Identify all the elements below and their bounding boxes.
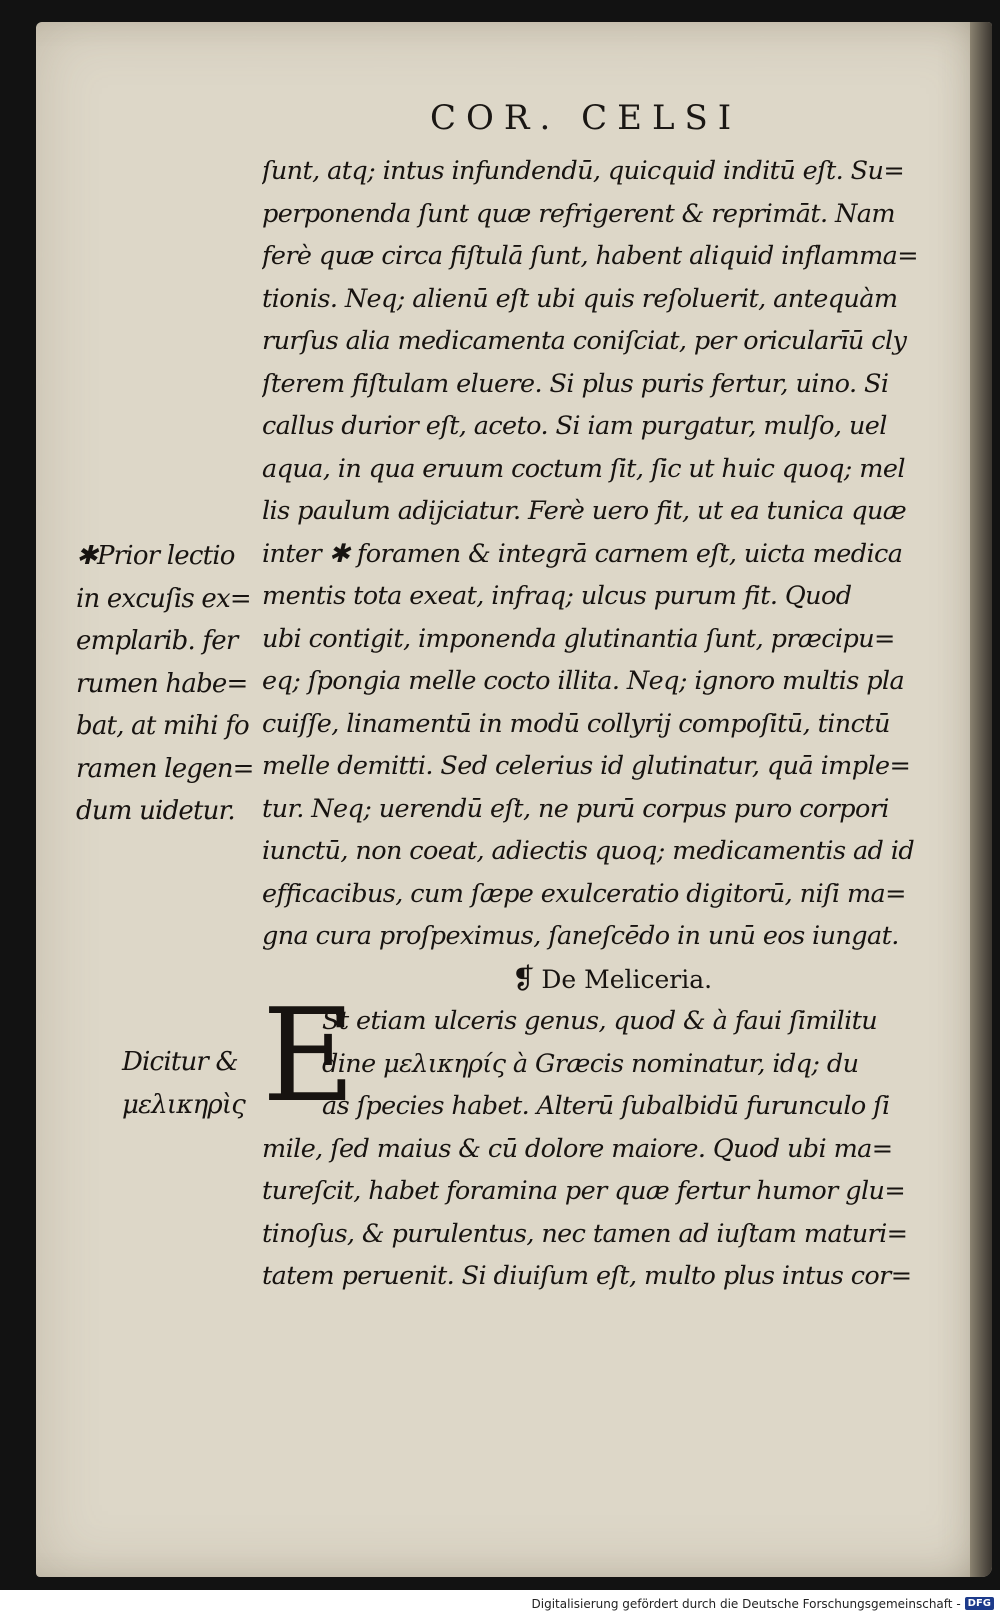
margin-note-line: ✱Prior lectio [76,541,235,571]
text-line: rurſus alia medicamenta coniſciat, per oricularīū cly [262,326,907,356]
section-heading [262,958,922,1001]
text-line: perponenda ſunt quæ refrigerent & reprimāt. Nam [262,198,895,229]
text-line: tinoſus, & purulentus, nec tamen ad iuſtam maturi= [262,1218,908,1249]
digitization-footer [0,1596,1000,1618]
margin-note-line: bat, at mihi fo [76,711,249,741]
text-line: inter ✱ foramen & integrā carnem eſt, uicta medica [262,538,903,569]
marginal-note-variant-reading [76,535,254,833]
margin-note-line: μελικηρὶς [122,1089,245,1120]
margin-note-line: Dicitur & [122,1047,238,1077]
text-line: iunctū, non coeat, adiectis quoq; medicamentis ad id [262,836,915,866]
text-line: ubi contigit, imponenda glutinantia ſunt, præcipu= [262,623,895,654]
text-line: ſterem fiſtulam eluere. Si plus puris fertur, uino. Si [262,368,889,399]
section-heading-text: De Meliceria. [541,964,713,994]
text-line: tur. Neq; uerendū eſt, ne purū corpus puro corpori [262,793,889,824]
text-line: mentis tota exeat, infraq; ulcus purum fit. Quod [262,581,852,611]
margin-note-line: in excuſis ex= [76,583,251,614]
text-line: tureſcit, habet foramina per quæ fertur humor glu= [262,1176,906,1206]
text-line: gna cura proſpeximus, ſaneſcēdo in unū eos iungat. [262,921,899,951]
margin-note-line: rumen habe= [76,668,248,699]
text-line: tatem peruenit. Si diuiſum eſt, multo plus intus cor= [262,1261,912,1291]
paragraph-mark-icon: ❡ [511,961,536,995]
running-header: COR. CELSI [430,98,742,138]
text-line: as ſpecies habet. Alterū ſubalbidū furunculo ſi [322,1091,890,1121]
text-line: aqua, in qua eruum coctum ſit, ſic ut huic quoq; mel [262,453,905,484]
drop-cap: E [262,982,356,1131]
main-text-column [262,150,922,1298]
text-line: dine μελικηρίς à Græcis nominatur, idq; du [322,1048,859,1079]
text-line: lis paulum adijciatur. Ferè uero fit, ut ea tunica quæ [262,496,907,526]
text-line: melle demitti. Sed celerius id glutinatur, quā imple= [262,751,911,781]
text-line: ſunt, atq; intus infundendū, quicquid inditū eſt. Su= [262,156,905,186]
marginal-note-greek-term [122,1041,245,1126]
text-line: tionis. Neq; alienū eſt ubi quis reſoluerit, antequàm [262,283,898,314]
dfg-logo: DFG [965,1597,994,1610]
text-line: eq; ſpongia melle cocto illita. Neq; ignoro multis pla [262,666,905,696]
text-line: mile, ſed maius & cū dolore maiore. Quod ubi ma= [262,1133,893,1164]
text-line: St etiam ulceris genus, quod & à faui ſimilitu [322,1006,878,1036]
margin-note-line: ramen legen= [76,753,254,784]
margin-note-line: dum uidetur. [76,796,235,826]
text-line: callus durior eſt, aceto. Si iam purgatur, mulſo, uel [262,411,887,441]
funding-credit: Digitalisierung gefördert durch die Deutsche Forschungsgemeinschaft - [531,1596,961,1611]
page-gutter-shadow [970,22,992,1577]
text-line: ferè quæ circa fiſtulā ſunt, habent aliquid inflamma= [262,241,919,271]
text-line: efficacibus, cum ſæpe exulceratio digitorū, niſi ma= [262,878,906,909]
text-line: cuiſſe, linamentū in modū collyrij compoſitū, tinctū [262,708,890,739]
margin-note-line: emplarib. fer [76,626,238,656]
